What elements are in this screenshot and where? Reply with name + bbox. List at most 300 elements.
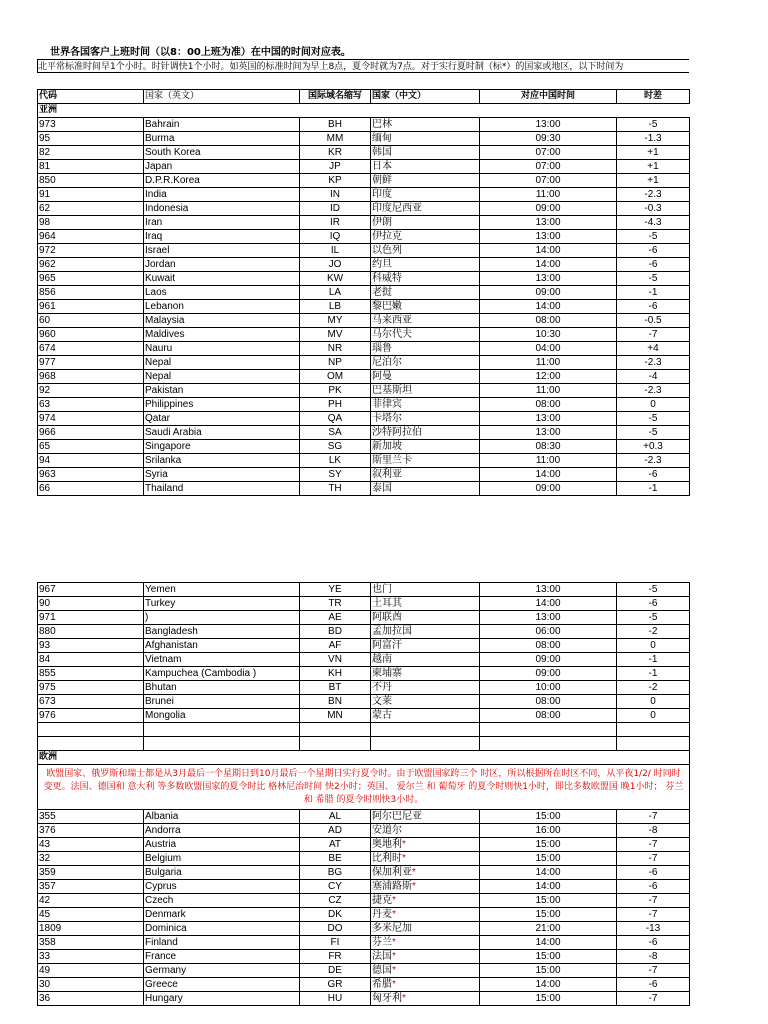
blank-cell: [300, 723, 371, 737]
country-code: 962: [38, 258, 144, 272]
section-row-europe: [38, 751, 690, 765]
china-time: 13:00: [480, 583, 617, 597]
dst-star-mark: *: [392, 937, 396, 948]
country-code: 359: [38, 866, 144, 880]
country-name-en: Bahrain: [144, 118, 300, 132]
country-name-cn: 菲律宾: [371, 398, 480, 412]
country-name-en: Brunei: [144, 695, 300, 709]
country-domain: CZ: [300, 894, 371, 908]
country-code: 95: [38, 132, 144, 146]
country-name-en: Denmark: [144, 908, 300, 922]
country-name-en: Hungary: [144, 992, 300, 1006]
country-name-cn: 以色列: [371, 244, 480, 258]
country-name-en: South Korea: [144, 146, 300, 160]
country-name-cn: 安道尔: [371, 824, 480, 838]
country-name-cn: 瑙鲁: [371, 342, 480, 356]
time-diff: -6: [617, 258, 690, 272]
country-name-en: Dominica: [144, 922, 300, 936]
table-row: [38, 160, 690, 174]
time-diff: 0: [617, 398, 690, 412]
table-row: [38, 667, 690, 681]
country-domain: BN: [300, 695, 371, 709]
table-row: [38, 314, 690, 328]
table-row: [38, 426, 690, 440]
table-row: [38, 286, 690, 300]
time-diff: -1: [617, 286, 690, 300]
dst-star-mark: *: [412, 881, 416, 892]
time-diff: -7: [617, 810, 690, 824]
country-code: 43: [38, 838, 144, 852]
time-diff: -7: [617, 908, 690, 922]
table-row: [38, 908, 690, 922]
country-code: 968: [38, 370, 144, 384]
country-code: 66: [38, 482, 144, 496]
table-row: [38, 370, 690, 384]
country-name-en: Burma: [144, 132, 300, 146]
table-row: [38, 328, 690, 342]
country-code: 963: [38, 468, 144, 482]
country-name-cn: 不丹: [371, 681, 480, 695]
table-row: [38, 258, 690, 272]
china-time: 14:00: [480, 597, 617, 611]
country-domain: LA: [300, 286, 371, 300]
china-time: 08:00: [480, 639, 617, 653]
table-row: [38, 709, 690, 723]
china-time: 14:00: [480, 258, 617, 272]
country-domain: PH: [300, 398, 371, 412]
country-code: 880: [38, 625, 144, 639]
country-domain: HU: [300, 992, 371, 1006]
country-name-cn: 柬埔寨: [371, 667, 480, 681]
time-diff: -7: [617, 894, 690, 908]
country-code: 82: [38, 146, 144, 160]
country-name-cn: 印度: [371, 188, 480, 202]
country-name-en: Japan: [144, 160, 300, 174]
country-domain: QA: [300, 412, 371, 426]
country-name-en: Yemen: [144, 583, 300, 597]
country-name-en: Qatar: [144, 412, 300, 426]
country-name-en: Srilanka: [144, 454, 300, 468]
country-domain: YE: [300, 583, 371, 597]
country-name-cn: 伊拉克: [371, 230, 480, 244]
table-row: [38, 146, 690, 160]
country-code: 63: [38, 398, 144, 412]
country-name-en: Iran: [144, 216, 300, 230]
dst-star-mark: *: [392, 895, 396, 906]
china-time: 13:00: [480, 230, 617, 244]
country-domain: MM: [300, 132, 371, 146]
table-row: [38, 398, 690, 412]
country-name-cn: 多米尼加: [371, 922, 480, 936]
header-name-en: 国家（英文）: [144, 90, 300, 104]
country-name-en: Lebanon: [144, 300, 300, 314]
table-row: [38, 230, 690, 244]
china-time: 09:00: [480, 286, 617, 300]
blank-cell: [38, 723, 144, 737]
header-domain: 国际域名缩写: [300, 90, 371, 104]
china-time: 11:00: [480, 188, 617, 202]
country-name-en: Bangladesh: [144, 625, 300, 639]
country-domain: KH: [300, 667, 371, 681]
table-row: [38, 992, 690, 1006]
time-diff: -8: [617, 824, 690, 838]
time-diff: +1: [617, 146, 690, 160]
country-domain: AF: [300, 639, 371, 653]
country-domain: BE: [300, 852, 371, 866]
table-row: [38, 244, 690, 258]
country-domain: FI: [300, 936, 371, 950]
table-row: [38, 880, 690, 894]
country-code: 94: [38, 454, 144, 468]
country-code: 975: [38, 681, 144, 695]
china-time: 09:00: [480, 653, 617, 667]
country-name-cn: 越南: [371, 653, 480, 667]
country-name-en: Mongolia: [144, 709, 300, 723]
china-time: 08:00: [480, 398, 617, 412]
blank-cell: [144, 723, 300, 737]
country-name-cn: 老挝: [371, 286, 480, 300]
table-row: [38, 639, 690, 653]
china-time: 07:00: [480, 160, 617, 174]
country-domain: AE: [300, 611, 371, 625]
header-diff: 时差: [617, 90, 690, 104]
country-domain: AD: [300, 824, 371, 838]
country-name-cn: 奥地利*: [371, 838, 480, 852]
table-row: [38, 412, 690, 426]
country-name-en: Philippines: [144, 398, 300, 412]
table-row: [38, 653, 690, 667]
country-domain: JP: [300, 160, 371, 174]
time-diff: -1: [617, 482, 690, 496]
country-domain: OM: [300, 370, 371, 384]
page-title: 世界各国客户上班时间（以8：00上班为准）在中国的时间对应表。: [50, 47, 351, 58]
country-domain: IR: [300, 216, 371, 230]
country-name-cn: 法国*: [371, 950, 480, 964]
country-name-en: Greece: [144, 978, 300, 992]
china-time: 15:00: [480, 838, 617, 852]
country-name-cn: 也门: [371, 583, 480, 597]
country-name-cn: 新加坡: [371, 440, 480, 454]
dst-star-mark: *: [392, 965, 396, 976]
china-time: 14:00: [480, 468, 617, 482]
header-name-cn: 国家（中文）: [371, 90, 480, 104]
time-diff: -5: [617, 230, 690, 244]
table-row: [38, 272, 690, 286]
china-time: 07:00: [480, 146, 617, 160]
country-name-en: Jordan: [144, 258, 300, 272]
country-code: 36: [38, 992, 144, 1006]
table-row: [38, 118, 690, 132]
country-name-cn: 阿联酋: [371, 611, 480, 625]
china-time: 08:00: [480, 709, 617, 723]
country-name-en: Bhutan: [144, 681, 300, 695]
country-name-en: Kampuchea (Cambodia ): [144, 667, 300, 681]
china-time: 16:00: [480, 824, 617, 838]
country-domain: FR: [300, 950, 371, 964]
table-row: [38, 810, 690, 824]
country-domain: IL: [300, 244, 371, 258]
country-name-en: Turkey: [144, 597, 300, 611]
china-time: 08:00: [480, 314, 617, 328]
country-name-en: Nepal: [144, 356, 300, 370]
time-diff: -7: [617, 992, 690, 1006]
table-row: [38, 356, 690, 370]
country-code: 45: [38, 908, 144, 922]
country-name-cn: 缅甸: [371, 132, 480, 146]
time-diff: -2: [617, 625, 690, 639]
time-diff: -2: [617, 681, 690, 695]
country-name-cn: 马尔代夫: [371, 328, 480, 342]
country-domain: JO: [300, 258, 371, 272]
dst-star-mark: *: [392, 979, 396, 990]
country-name-cn: 保加利亚*: [371, 866, 480, 880]
china-time: 13:00: [480, 412, 617, 426]
table-header-row: [38, 90, 690, 104]
country-name-cn: 巴林: [371, 118, 480, 132]
country-domain: DO: [300, 922, 371, 936]
country-name-cn: 文莱: [371, 695, 480, 709]
china-time: 15:00: [480, 908, 617, 922]
china-time: 15:00: [480, 950, 617, 964]
country-domain: BD: [300, 625, 371, 639]
country-name-en: Syria: [144, 468, 300, 482]
country-name-en: Malaysia: [144, 314, 300, 328]
time-diff: -6: [617, 936, 690, 950]
time-diff: -7: [617, 838, 690, 852]
country-name-cn: 芬兰*: [371, 936, 480, 950]
dst-star-mark: *: [392, 909, 396, 920]
country-name-en: Maldives: [144, 328, 300, 342]
time-diff: 0: [617, 695, 690, 709]
table-row: [38, 468, 690, 482]
country-name-cn: 捷克*: [371, 894, 480, 908]
time-diff: -2.3: [617, 454, 690, 468]
time-diff: -5: [617, 426, 690, 440]
header-china-time: 对应中国时间: [480, 90, 617, 104]
country-name-en: Vietnam: [144, 653, 300, 667]
china-time: 13:00: [480, 272, 617, 286]
country-name-cn: 巴基斯坦: [371, 384, 480, 398]
blank-row: [38, 737, 690, 751]
blank-cell: [617, 723, 690, 737]
blank-cell: [38, 737, 144, 751]
country-name-cn: 约旦: [371, 258, 480, 272]
china-time: 09:30: [480, 132, 617, 146]
time-diff: -7: [617, 852, 690, 866]
country-domain: VN: [300, 653, 371, 667]
country-name-en: D.P.R.Korea: [144, 174, 300, 188]
table-row: [38, 978, 690, 992]
country-name-cn: 阿曼: [371, 370, 480, 384]
country-name-en: Thailand: [144, 482, 300, 496]
table-row: [38, 300, 690, 314]
time-diff: -2.3: [617, 384, 690, 398]
table-row: [38, 824, 690, 838]
country-name-cn: 沙特阿拉伯: [371, 426, 480, 440]
country-name-cn: 黎巴嫩: [371, 300, 480, 314]
table-row: [38, 132, 690, 146]
country-name-cn: 泰国: [371, 482, 480, 496]
country-name-cn: 比利时*: [371, 852, 480, 866]
country-code: 60: [38, 314, 144, 328]
table-row: [38, 342, 690, 356]
country-name-cn: 土耳其: [371, 597, 480, 611]
section-label-europe: 欧洲: [38, 751, 690, 765]
country-code: 42: [38, 894, 144, 908]
country-domain: BH: [300, 118, 371, 132]
country-name-cn: 印度尼西亚: [371, 202, 480, 216]
dst-star-mark: *: [392, 951, 396, 962]
china-time: 09:00: [480, 482, 617, 496]
china-time: 11:00: [480, 454, 617, 468]
country-name-cn: 希腊*: [371, 978, 480, 992]
dst-star-mark: *: [402, 839, 406, 850]
country-domain: AL: [300, 810, 371, 824]
country-domain: SG: [300, 440, 371, 454]
china-time: 15:00: [480, 810, 617, 824]
time-diff: -0.5: [617, 314, 690, 328]
time-diff: -7: [617, 328, 690, 342]
table-row: [38, 936, 690, 950]
header-code: 代码: [38, 90, 144, 104]
table-row: [38, 894, 690, 908]
daylight-saving-note: 北平常标准时间早1个小时。时针调快1个小时。如英国的标准时间为早上8点，夏令时就为7点。对于实行夏时制（标*）的国家或地区，以下时间为: [37, 59, 689, 73]
country-code: 376: [38, 824, 144, 838]
country-domain: TR: [300, 597, 371, 611]
china-time: 14:00: [480, 244, 617, 258]
country-domain: NP: [300, 356, 371, 370]
china-time: 14:00: [480, 936, 617, 950]
country-code: 967: [38, 583, 144, 597]
country-name-en: ): [144, 611, 300, 625]
table-row: [38, 611, 690, 625]
blank-cell: [300, 737, 371, 751]
table-row: [38, 440, 690, 454]
country-name-en: Nauru: [144, 342, 300, 356]
country-domain: IN: [300, 188, 371, 202]
china-time: 15:00: [480, 894, 617, 908]
country-code: 358: [38, 936, 144, 950]
country-code: 357: [38, 880, 144, 894]
china-time: 08:00: [480, 695, 617, 709]
country-name-cn: 丹麦*: [371, 908, 480, 922]
europe-dst-note: 欧盟国家、俄罗斯和瑞士都是从3月最后一个星期日到10月最后一个星期日实行夏令时。由于欧盟国家跨三个 时区，所以根据所在时区不同，从平夜1/2/ 时同时变更。法国、德国和 意大利 等多数欧盟国家的夏令时比 格林尼治时间 快2小时；英国、 爱尔兰 和 葡萄牙 的夏令时则快1小时，即比多数欧盟国 晚1小时； 芬兰 和 希腊 的夏令时则快3小时。: [38, 765, 690, 810]
asia-time-table: [37, 89, 690, 496]
table-row: [38, 583, 690, 597]
time-diff: -6: [617, 880, 690, 894]
country-code: 964: [38, 230, 144, 244]
country-code: 65: [38, 440, 144, 454]
country-code: 81: [38, 160, 144, 174]
country-domain: KP: [300, 174, 371, 188]
table-row: [38, 852, 690, 866]
time-diff: -5: [617, 583, 690, 597]
table-row: [38, 625, 690, 639]
section-label-asia: 亚洲: [38, 104, 690, 118]
country-code: 977: [38, 356, 144, 370]
country-code: 32: [38, 852, 144, 866]
country-code: 976: [38, 709, 144, 723]
time-diff: +1: [617, 174, 690, 188]
section-row-asia: [38, 104, 690, 118]
country-domain: MV: [300, 328, 371, 342]
time-diff: +4: [617, 342, 690, 356]
country-code: 972: [38, 244, 144, 258]
country-name-en: Bulgaria: [144, 866, 300, 880]
country-domain: KW: [300, 272, 371, 286]
time-diff: -6: [617, 300, 690, 314]
country-code: 674: [38, 342, 144, 356]
country-domain: AT: [300, 838, 371, 852]
china-time: 14:00: [480, 866, 617, 880]
china-time: 14:00: [480, 300, 617, 314]
country-code: 850: [38, 174, 144, 188]
table-row: [38, 964, 690, 978]
china-time: 11:00: [480, 356, 617, 370]
china-time: 15:00: [480, 964, 617, 978]
country-name-en: Czech: [144, 894, 300, 908]
china-time: 15:00: [480, 852, 617, 866]
country-name-en: Austria: [144, 838, 300, 852]
country-code: 92: [38, 384, 144, 398]
country-name-cn: 卡塔尔: [371, 412, 480, 426]
country-name-en: Afghanistan: [144, 639, 300, 653]
table-row: [38, 597, 690, 611]
country-domain: NR: [300, 342, 371, 356]
country-code: 961: [38, 300, 144, 314]
time-diff: -6: [617, 468, 690, 482]
country-domain: SA: [300, 426, 371, 440]
time-diff: -6: [617, 978, 690, 992]
country-name-en: Laos: [144, 286, 300, 300]
china-time: 13:00: [480, 611, 617, 625]
table-row: [38, 866, 690, 880]
country-code: 93: [38, 639, 144, 653]
time-diff: -4.3: [617, 216, 690, 230]
country-domain: DE: [300, 964, 371, 978]
time-diff: -6: [617, 244, 690, 258]
table-row: [38, 482, 690, 496]
country-code: 84: [38, 653, 144, 667]
china-time: 21:00: [480, 922, 617, 936]
time-diff: -2.3: [617, 188, 690, 202]
country-name-cn: 阿尔巴尼亚: [371, 810, 480, 824]
country-domain: PK: [300, 384, 371, 398]
country-domain: GR: [300, 978, 371, 992]
china-time: 13:00: [480, 216, 617, 230]
dst-star-mark: *: [402, 993, 406, 1004]
country-domain: BT: [300, 681, 371, 695]
country-name-cn: 韩国: [371, 146, 480, 160]
country-name-cn: 伊朗: [371, 216, 480, 230]
country-domain: ID: [300, 202, 371, 216]
country-code: 98: [38, 216, 144, 230]
asia-europe-time-table: [37, 582, 690, 1006]
country-name-en: France: [144, 950, 300, 964]
time-diff: -6: [617, 597, 690, 611]
country-code: 673: [38, 695, 144, 709]
china-time: 10:30: [480, 328, 617, 342]
country-code: 49: [38, 964, 144, 978]
table-row: [38, 202, 690, 216]
time-diff: -5: [617, 272, 690, 286]
table-row: [38, 454, 690, 468]
country-code: 62: [38, 202, 144, 216]
china-time: 11:00: [480, 384, 617, 398]
blank-cell: [371, 723, 480, 737]
country-code: 971: [38, 611, 144, 625]
time-diff: -0.3: [617, 202, 690, 216]
